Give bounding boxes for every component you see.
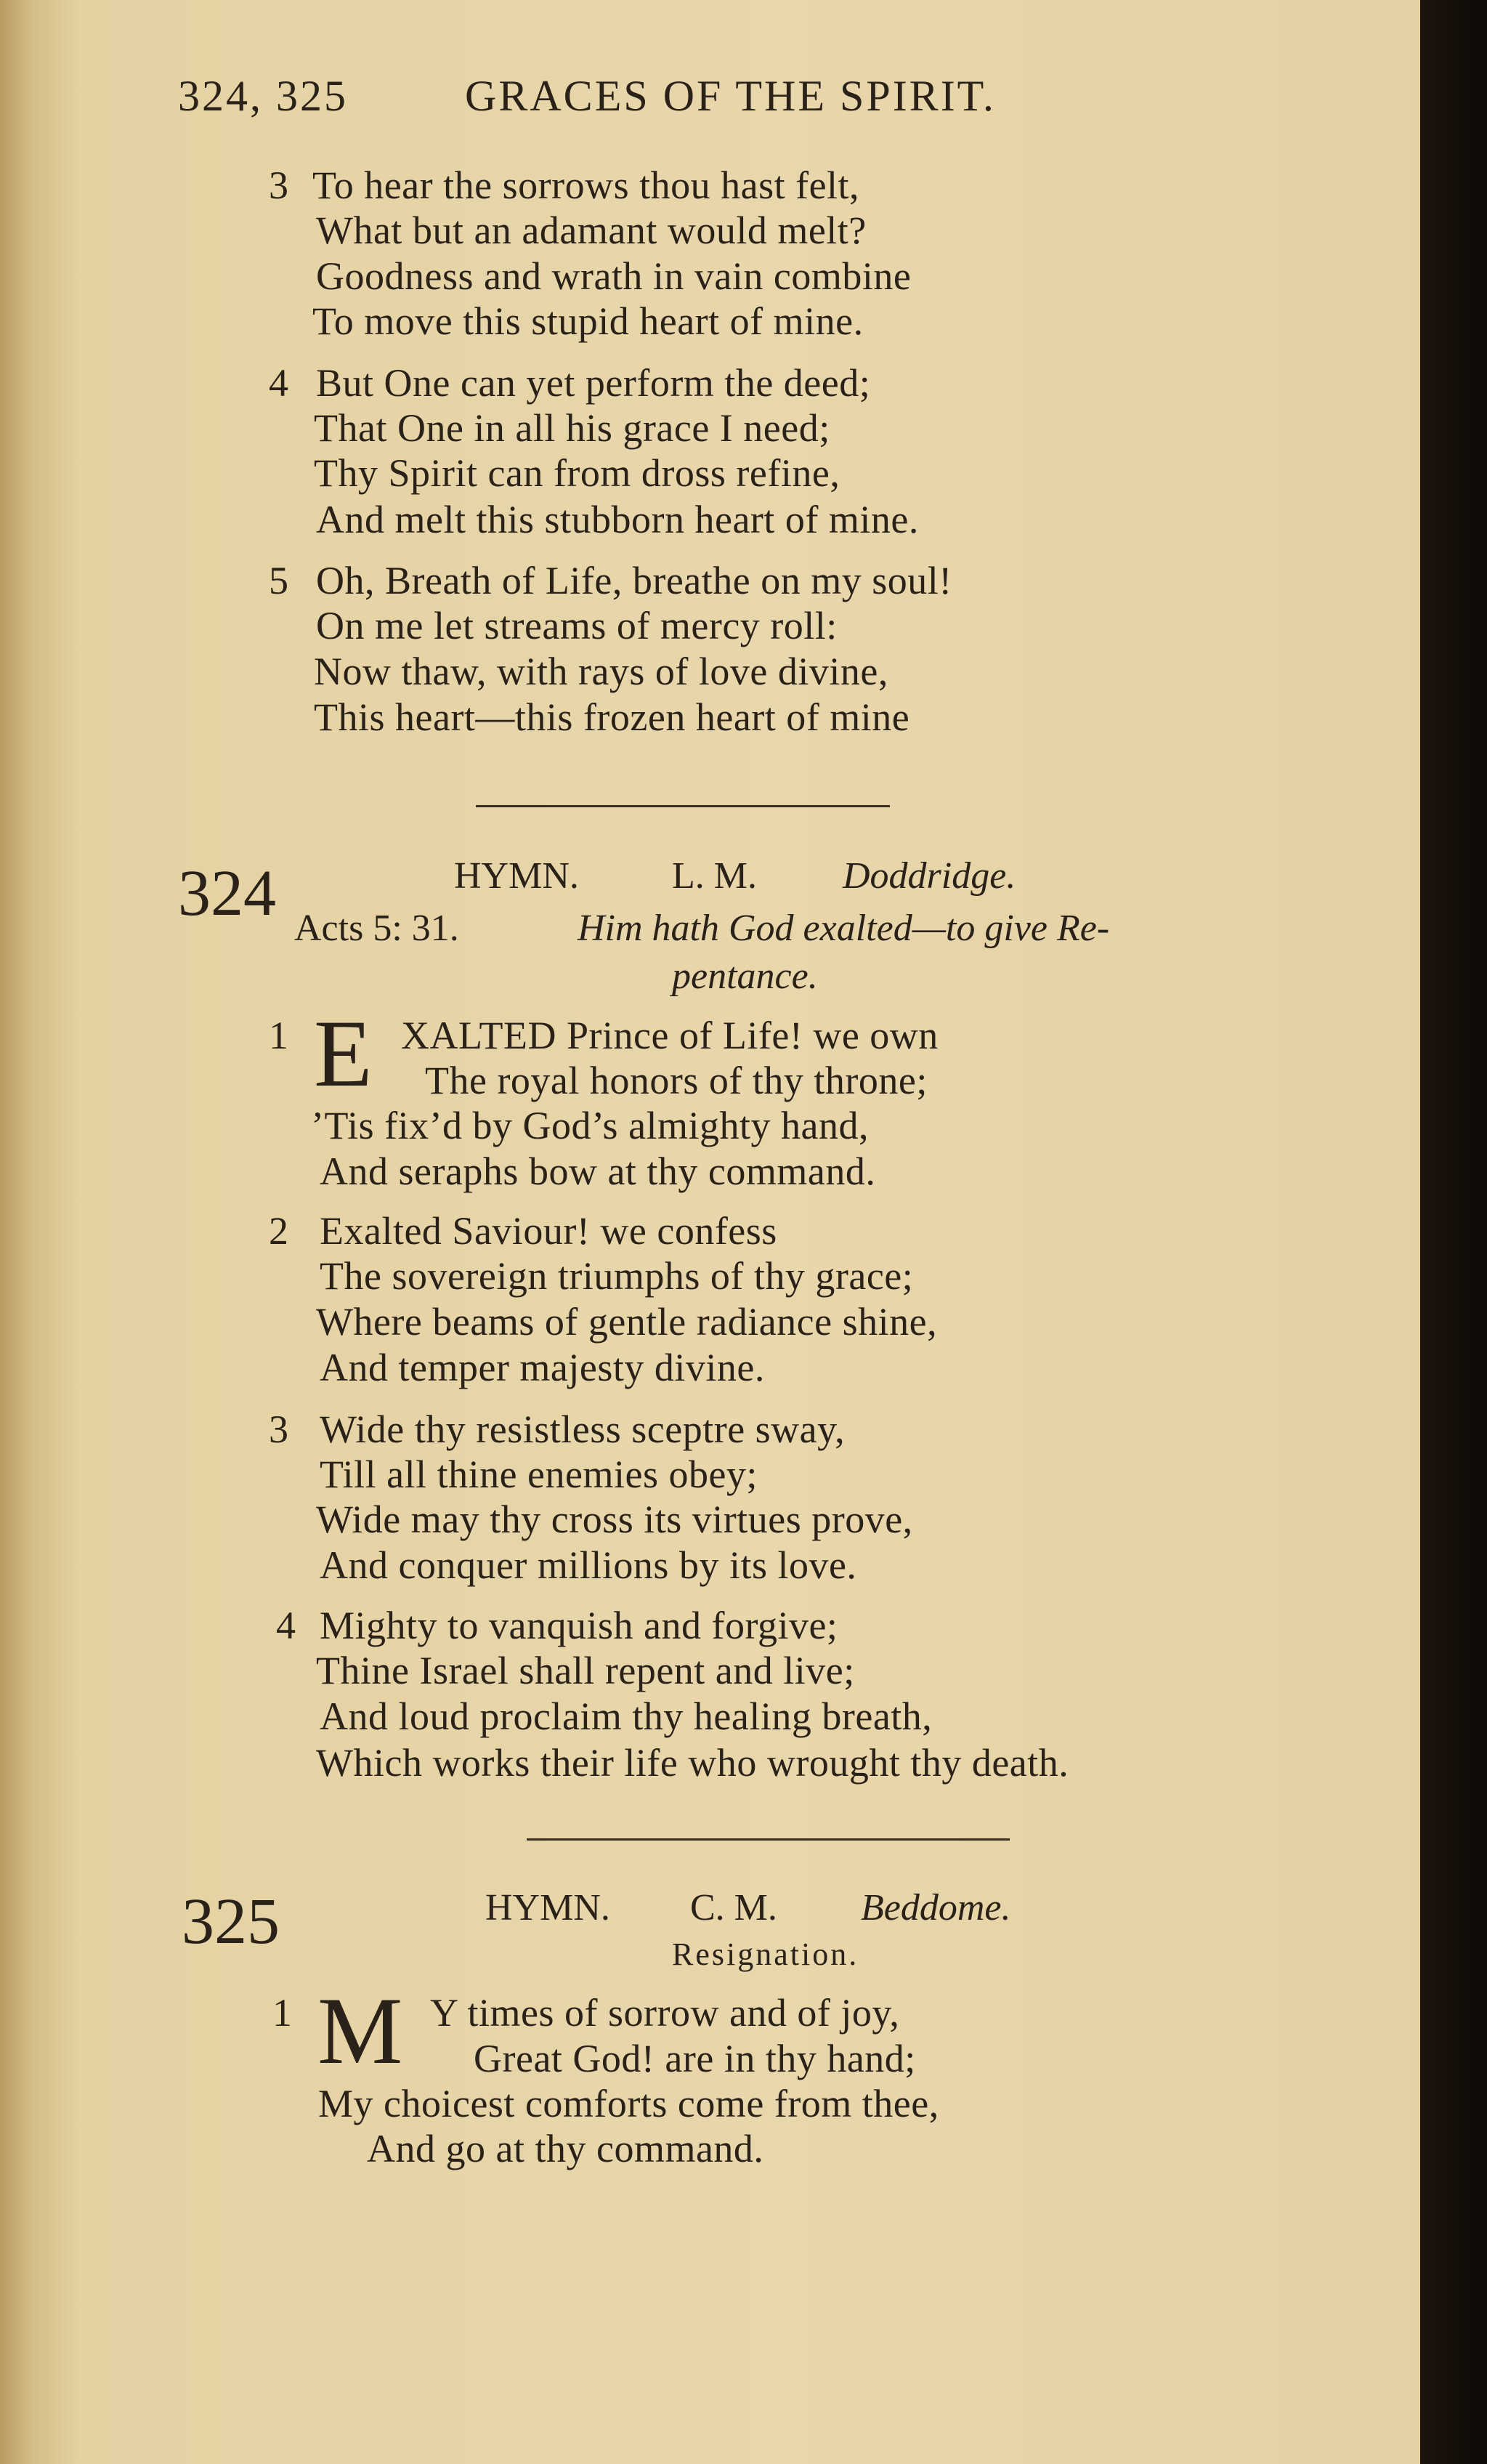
verse-line: ’Tis fix’d by God’s almighty hand, <box>311 1104 870 1147</box>
verse-line: Thy Spirit can from dross refine, <box>314 451 840 495</box>
page-numbers: 324, 325 <box>178 72 348 120</box>
verse-line: Where beams of gentle radiance shine, <box>316 1300 938 1344</box>
verse-line: The royal honors of thy throne; <box>425 1059 928 1102</box>
verse-line: Wide thy resistless sceptre sway, <box>320 1407 846 1451</box>
verse-line: This heart—this frozen heart of mine <box>314 695 910 739</box>
verse-line: That One in all his grace I need; <box>314 406 830 450</box>
verse-line: What but an adamant would melt? <box>316 209 867 252</box>
section-divider <box>476 805 890 807</box>
hymn-number: 324 <box>178 857 276 929</box>
stanza-number: 3 <box>269 1407 288 1451</box>
verse-line: Till all thine enemies obey; <box>320 1453 758 1496</box>
verse-line: Great God! are in thy hand; <box>474 2037 916 2080</box>
verse-line: And seraphs bow at thy command. <box>320 1150 876 1193</box>
verse-line: To move this stupid heart of mine. <box>312 299 864 343</box>
verse-line: And melt this stubborn heart of mine. <box>316 498 919 541</box>
verse-line: But One can yet perform the deed; <box>316 361 871 405</box>
verse-line: XALTED Prince of Life! we own <box>401 1014 939 1057</box>
stanza-number: 1 <box>269 1014 288 1057</box>
drop-cap: E <box>314 1000 373 1107</box>
verse-line: Mighty to vanquish and forgive; <box>320 1604 838 1647</box>
hymn-kind: HYMN. <box>485 1887 610 1928</box>
verse-line: Wide may thy cross its virtues prove, <box>316 1498 913 1541</box>
scripture-reference: Acts 5: 31. <box>294 908 459 949</box>
verse-line: My choicest comforts come from thee, <box>318 2082 939 2125</box>
verse-line: And go at thy command. <box>367 2127 764 2170</box>
verse-line: To hear the sorrows thou hast felt, <box>312 163 860 207</box>
verse-line: Oh, Breath of Life, breathe on my soul! <box>316 559 952 602</box>
hymn-number: 325 <box>182 1886 280 1958</box>
running-title: GRACES OF THE SPIRIT. <box>465 72 996 120</box>
verse-line: And conquer millions by its love. <box>320 1543 857 1587</box>
hymn-kind: HYMN. <box>454 855 579 897</box>
book-gutter <box>1420 0 1487 2464</box>
verse-line: The sovereign triumphs of thy grace; <box>320 1254 914 1298</box>
hymn-meter: L. M. <box>672 855 757 897</box>
scripture-text: Him hath God exalted—to give Re- <box>578 908 1110 949</box>
verse-line: Thine Israel shall repent and live; <box>316 1649 855 1692</box>
verse-line: And loud proclaim thy healing breath, <box>320 1694 933 1738</box>
scripture-text-continued: pentance. <box>672 956 818 997</box>
verse-line: On me let streams of mercy roll: <box>316 604 838 647</box>
stanza-number: 4 <box>269 361 288 405</box>
hymn-author: Doddridge. <box>843 855 1016 897</box>
stanza-number: 2 <box>269 1209 288 1253</box>
hymn-subtitle: Resignation. <box>672 1936 859 1972</box>
verse-line: Which works their life who wrought thy death. <box>316 1741 1069 1785</box>
stanza-number: 4 <box>276 1604 296 1647</box>
section-divider <box>527 1838 1010 1841</box>
stanza-number: 5 <box>269 559 288 602</box>
verse-line: Now thaw, with rays of love divine, <box>314 650 888 693</box>
hymn-author: Beddome. <box>861 1887 1011 1928</box>
verse-line: Goodness and wrath in vain combine <box>316 254 912 298</box>
stanza-number: 3 <box>269 163 288 207</box>
drop-cap: M <box>317 1977 403 2084</box>
hymn-meter: C. M. <box>690 1887 777 1928</box>
stanza-number: 1 <box>272 1991 292 2035</box>
verse-line: And temper majesty divine. <box>320 1346 765 1389</box>
verse-line: Exalted Saviour! we confess <box>320 1209 777 1253</box>
verse-line: Y times of sorrow and of joy, <box>430 1991 900 2035</box>
